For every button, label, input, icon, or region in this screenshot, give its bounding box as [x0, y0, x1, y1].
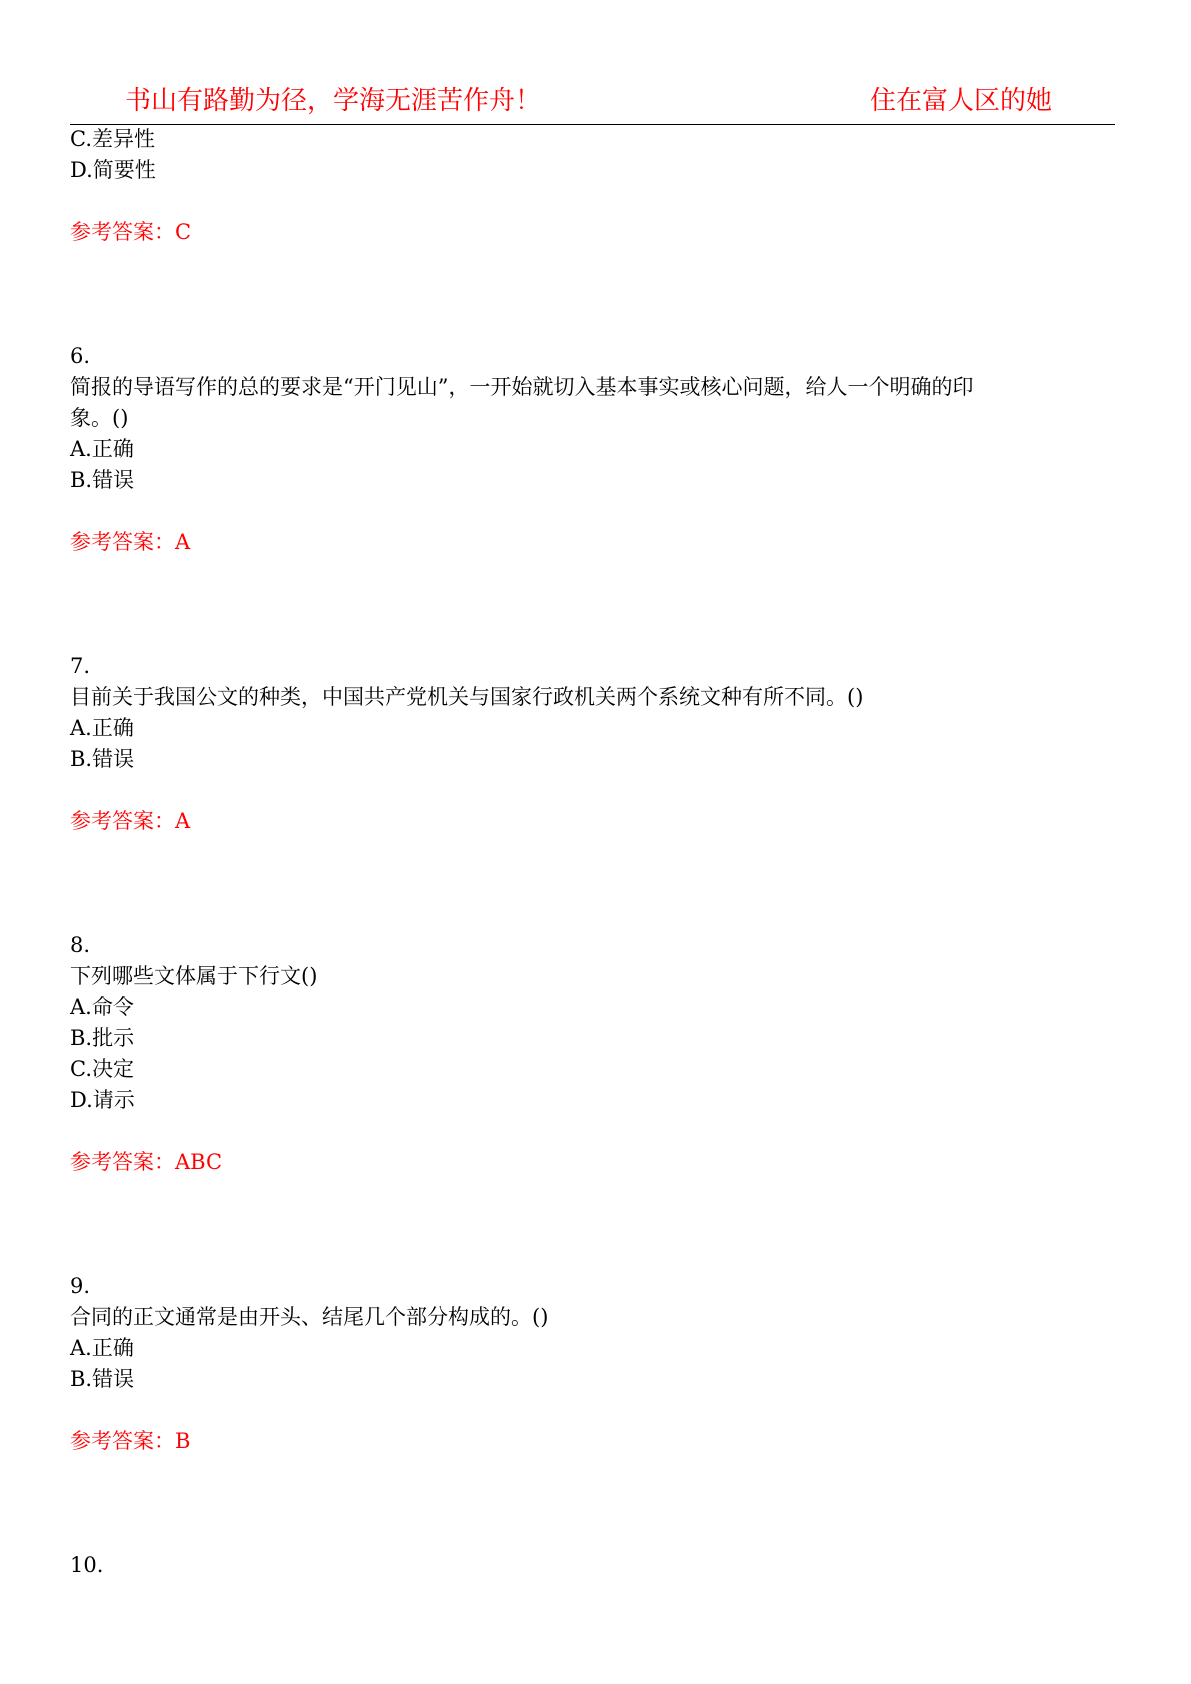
answer-key: 参考答案：ABC	[70, 1150, 223, 1174]
question-10	[70, 1550, 1130, 1581]
option-a: A.正确	[70, 716, 134, 740]
question-9	[70, 1271, 1130, 1457]
option-a: A.正确	[70, 437, 134, 461]
document-body	[70, 124, 1130, 1581]
option-d: D.简要性	[70, 158, 156, 182]
answer-key: 参考答案：B	[70, 1429, 191, 1453]
option-a: A.正确	[70, 1336, 134, 1360]
option-d: D.请示	[70, 1088, 135, 1112]
question-8	[70, 930, 1130, 1178]
question-stem-continued: 象。()	[70, 406, 129, 430]
option-c: C.差异性	[70, 127, 155, 151]
question-stem: 合同的正文通常是由开头、结尾几个部分构成的。()	[70, 1305, 549, 1329]
option-b: B.错误	[70, 468, 135, 492]
question-number: 9.	[70, 1274, 91, 1298]
question-number: 7.	[70, 654, 91, 678]
option-c: C.决定	[70, 1057, 134, 1081]
page-header	[70, 80, 1115, 125]
question-stem: 简报的导语写作的总的要求是“开门见山”，一开始就切入基本事实或核心问题，给人一个明确的印	[70, 375, 974, 399]
question-5-continuation	[70, 124, 1130, 248]
question-stem: 下列哪些文体属于下行文()	[70, 964, 318, 988]
question-stem: 目前关于我国公文的种类，中国共产党机关与国家行政机关两个系统文种有所不同。()	[70, 685, 864, 709]
answer-key: 参考答案：C	[70, 220, 192, 244]
answer-key: 参考答案：A	[70, 809, 191, 833]
option-a: A.命令	[70, 995, 134, 1019]
option-b: B.错误	[70, 1367, 135, 1391]
question-number: 10.	[70, 1553, 104, 1577]
question-6	[70, 341, 1130, 558]
header-motto: 书山有路勤为径，学海无涯苦作舟！	[125, 86, 542, 116]
question-7	[70, 651, 1130, 837]
option-b: B.错误	[70, 747, 135, 771]
option-b: B.批示	[70, 1026, 135, 1050]
header-author: 住在富人区的她	[870, 86, 1053, 116]
question-number: 8.	[70, 933, 91, 957]
question-number: 6.	[70, 344, 91, 368]
answer-key: 参考答案：A	[70, 530, 191, 554]
